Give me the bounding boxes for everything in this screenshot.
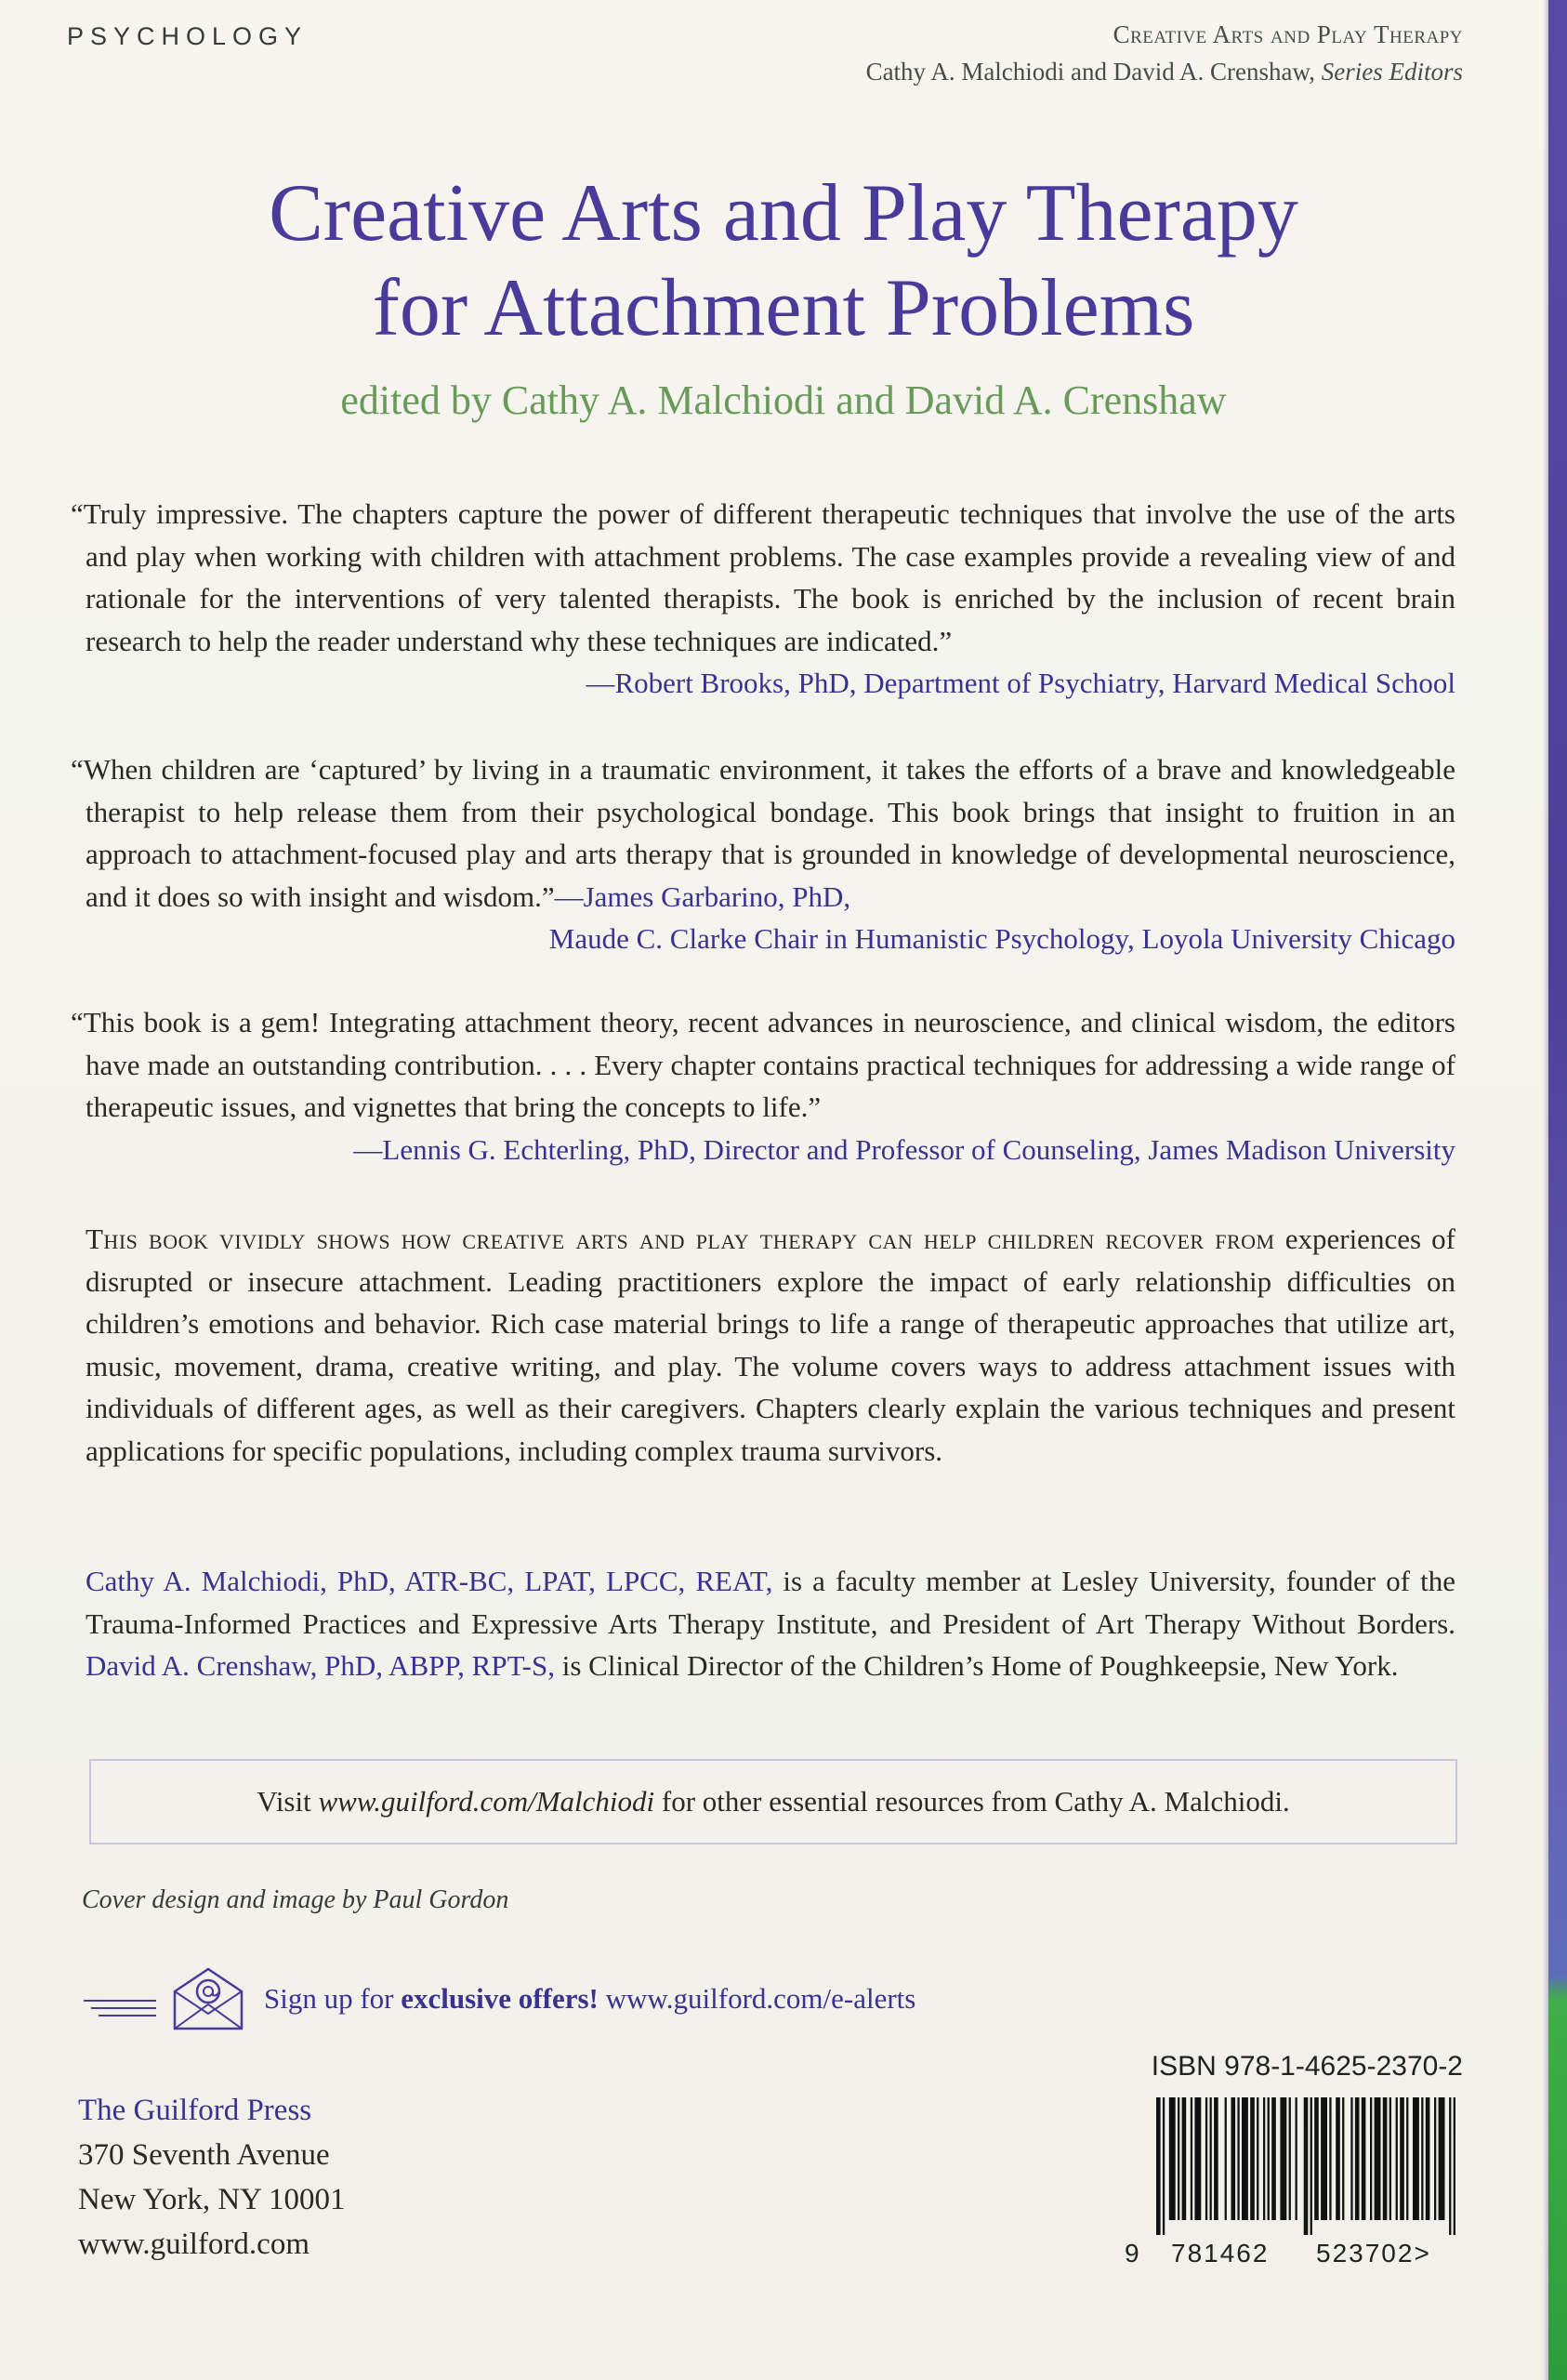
book-description bbox=[86, 1218, 1455, 1472]
visit-url[interactable]: www.guilford.com/Malchiodi bbox=[318, 1785, 655, 1818]
quote-attribution: —Lennis G. Echterling, PhD, Director and Professor of Counseling, James Madison University bbox=[353, 1132, 1455, 1166]
barcode-bar bbox=[1434, 2097, 1436, 2220]
barcode-bar bbox=[1396, 2097, 1398, 2220]
quote-attribution: Maude C. Clarke Chair in Humanistic Psychology, Loyola University Chicago bbox=[548, 922, 1455, 955]
spine-edge bbox=[1548, 0, 1567, 2380]
barcode-bar bbox=[1257, 2097, 1258, 2220]
barcode-bar bbox=[1182, 2097, 1187, 2220]
endorsement-quote bbox=[71, 748, 1455, 960]
barcode-bar bbox=[1389, 2097, 1391, 2220]
barcode-bar bbox=[1250, 2097, 1255, 2220]
endorsement-quote bbox=[71, 493, 1455, 705]
barcode-bar bbox=[1421, 2097, 1423, 2220]
series-editors bbox=[866, 58, 1463, 86]
signup-url[interactable]: www.guilford.com/e-alerts bbox=[598, 1982, 916, 2015]
barcode-end-mark: > bbox=[1414, 2239, 1431, 2268]
barcode-bar bbox=[1449, 2097, 1451, 2235]
signup-prefix: Sign up for bbox=[264, 1982, 402, 2015]
quote-attribution-inline: —James Garbarino, PhD, bbox=[554, 879, 851, 913]
editors-bio bbox=[86, 1560, 1455, 1687]
publisher-address-1: 370 Seventh Avenue bbox=[78, 2138, 330, 2172]
barcode-bar bbox=[1263, 2097, 1265, 2220]
barcode-bar bbox=[1350, 2097, 1352, 2220]
barcode-bar bbox=[1289, 2097, 1291, 2220]
barcode-bar bbox=[1194, 2097, 1201, 2220]
book-editors: edited by Cathy A. Malchiodi and David A. Crenshaw bbox=[340, 377, 1227, 423]
quote-text: “When children are ‘captured’ by living in a traumatic environment, it takes the efforts of a brave and knowledgeable therapist to help release them from their psychological bondage. This book brings that insight to fruition in an approach to attachment-focused play and arts therapy that is grounded in knowledge of developmental neuroscience, and it does so with insight and wisdom.” bbox=[71, 753, 1455, 913]
barcode-bar bbox=[1242, 2097, 1248, 2220]
publisher-website[interactable]: www.guilford.com bbox=[78, 2228, 309, 2261]
barcode-bar bbox=[1296, 2097, 1297, 2220]
publisher-address-2: New York, NY 10001 bbox=[78, 2183, 346, 2216]
barcode-bar bbox=[1336, 2097, 1340, 2220]
endorsement-quote bbox=[71, 1001, 1455, 1170]
barcode-bar bbox=[1156, 2097, 1161, 2235]
quote-attribution: —Robert Brooks, PhD, Department of Psychiatry, Harvard Medical School bbox=[586, 667, 1455, 699]
barcode-bar bbox=[1406, 2097, 1408, 2220]
barcode-bar bbox=[1329, 2097, 1331, 2220]
barcode-bar bbox=[1400, 2097, 1404, 2220]
barcode-bar bbox=[1362, 2097, 1366, 2220]
barcode-bar bbox=[1375, 2097, 1381, 2220]
bio-name-1: Cathy A. Malchiodi, PhD, ATR-BC, LPAT, LPCC, REAT, bbox=[86, 1565, 773, 1597]
barcode-digits-right-text: 523702 bbox=[1316, 2239, 1415, 2268]
barcode-digits-right bbox=[1316, 2239, 1431, 2268]
barcode-bar bbox=[1321, 2097, 1327, 2220]
barcode-bar bbox=[1280, 2097, 1286, 2220]
barcode-digit-first: 9 bbox=[1125, 2239, 1141, 2268]
barcode-bar bbox=[1342, 2097, 1344, 2220]
barcode-bar bbox=[1304, 2097, 1309, 2235]
bio-text-2: is Clinical Director of the Children’s Home of Poughkeepsie, New York. bbox=[555, 1649, 1399, 1682]
barcode-digits-left: 781462 bbox=[1171, 2239, 1270, 2268]
barcode-bar bbox=[1237, 2097, 1239, 2220]
book-title-line2: for Attachment Problems bbox=[372, 263, 1195, 353]
visit-box bbox=[89, 1759, 1457, 1844]
barcode-bar bbox=[1314, 2097, 1319, 2220]
barcode-bar bbox=[1231, 2097, 1236, 2220]
publisher-block bbox=[78, 2088, 346, 2267]
visit-prefix: Visit bbox=[257, 1785, 319, 1818]
signup-line bbox=[264, 1982, 915, 2016]
signup-bold: exclusive offers! bbox=[401, 1982, 599, 2015]
barcode-bar bbox=[1310, 2097, 1312, 2235]
barcode-bar bbox=[1454, 2097, 1455, 2235]
barcode-bar bbox=[1169, 2097, 1176, 2220]
series-title: Creative Arts and Play Therapy bbox=[1113, 20, 1463, 48]
series-editors-names: Cathy A. Malchiodi and David A. Crenshaw, bbox=[865, 58, 1315, 86]
cover-credit: Cover design and image by Paul Gordon bbox=[82, 1885, 509, 1914]
category-label: PSYCHOLOGY bbox=[67, 22, 309, 50]
barcode-bar bbox=[1426, 2097, 1430, 2220]
publisher-name: The Guilford Press bbox=[78, 2094, 312, 2127]
barcode-bar bbox=[1178, 2097, 1179, 2220]
barcode-bar bbox=[1191, 2097, 1192, 2220]
description-lead: This book vividly shows how creative arts and play therapy can help children recover from bbox=[86, 1223, 1275, 1255]
barcode-bar bbox=[1383, 2097, 1388, 2220]
barcode-bar bbox=[1355, 2097, 1360, 2220]
isbn: ISBN 978-1-4625-2370-2 bbox=[1151, 2051, 1463, 2082]
barcode-bar bbox=[1413, 2097, 1419, 2220]
barcode-bar bbox=[1225, 2097, 1227, 2220]
book-title-line1: Creative Arts and Play Therapy bbox=[269, 168, 1298, 258]
barcode-bar bbox=[1271, 2097, 1276, 2220]
barcode-bar bbox=[1210, 2097, 1212, 2220]
barcode-bar bbox=[1214, 2097, 1218, 2220]
series-editors-role: Series Editors bbox=[1321, 58, 1463, 86]
barcode bbox=[1152, 2097, 1459, 2235]
barcode-bar bbox=[1439, 2097, 1445, 2220]
description-rest: experiences of disrupted or insecure attachment. Leading practitioners explore the impact of early relationship difficulties on children’s emotions and behavior. Rich case material brings to life a range of therapeutic approaches that utilize art, music, movement, drama, creative writing, and play. The volume covers ways to address attachment issues with individuals of different ages, as well as their caregivers. Chapters clearly explain the various techniques and present applications for specific populations, including complex trauma survivors. bbox=[86, 1223, 1455, 1467]
bio-text-1: is a faculty member at Lesley University, founder of the Trauma-Informed Practices and Expressive Arts Therapy Institute, and President of Art Therapy Without Borders. bbox=[86, 1565, 1455, 1640]
barcode-bar bbox=[1370, 2097, 1372, 2220]
barcode-bar bbox=[1205, 2097, 1207, 2220]
quote-text: “Truly impressive. The chapters capture the power of different therapeutic techniques that involve the use of the arts and play when working with children with attachment problems. The case examples provide a revealing view of and rationale for the interventions of very talented therapists. The book is enriched by the inclusion of recent brain research to help the reader understand why these techniques are indicated.” bbox=[71, 497, 1455, 657]
barcode-bar bbox=[1163, 2097, 1165, 2235]
visit-suffix: for other essential resources from Cathy A. Malchiodi. bbox=[654, 1785, 1290, 1818]
barcode-bar bbox=[1268, 2097, 1270, 2220]
email-at-icon bbox=[82, 1962, 249, 2036]
quote-text: “This book is a gem! Integrating attachment theory, recent advances in neuroscience, and clinical wisdom, the editors have made an outstanding contribution. . . . Every chapter contains practical techniques for addressing a wide range of therapeutic issues, and vignettes that bring the concepts to life.” bbox=[71, 1006, 1455, 1123]
bio-name-2: David A. Crenshaw, PhD, ABPP, RPT-S, bbox=[86, 1649, 555, 1682]
